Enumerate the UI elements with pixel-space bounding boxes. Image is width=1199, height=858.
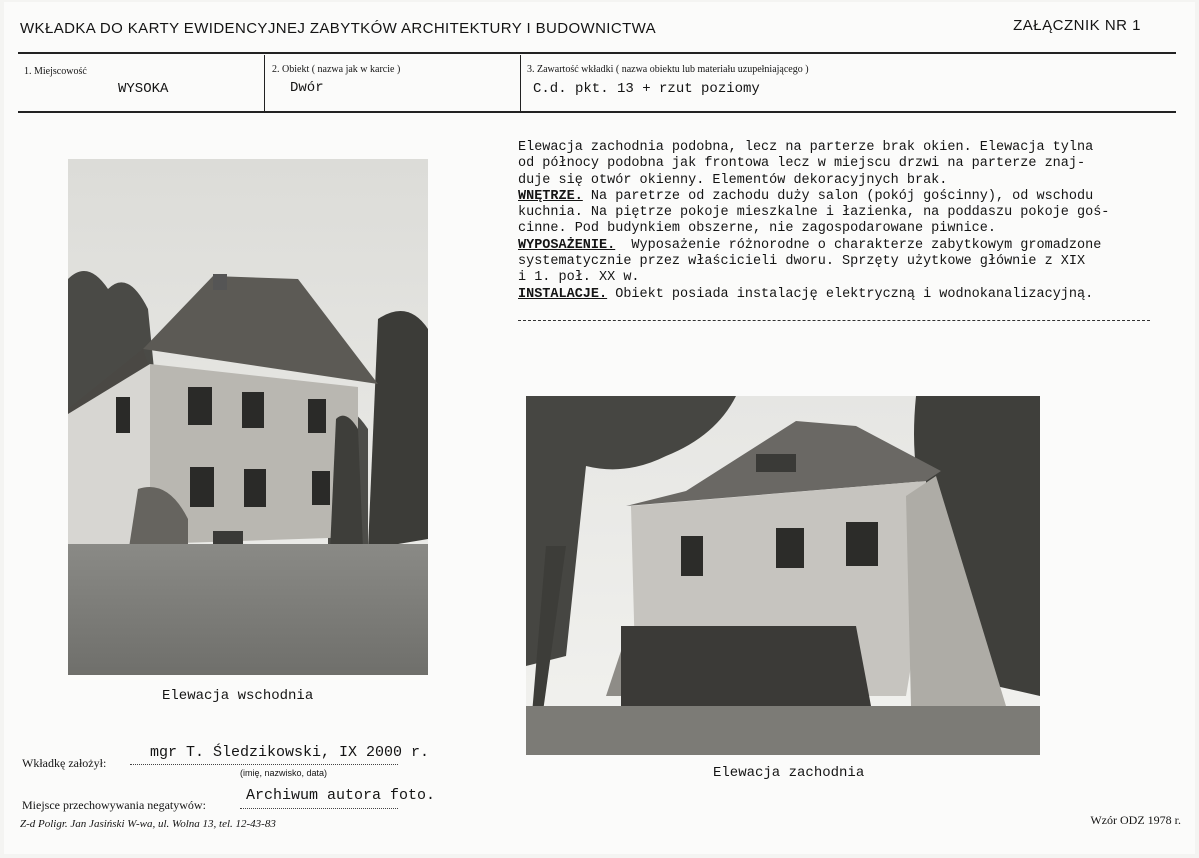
storage-dotted-line	[240, 808, 398, 809]
text-line: od północy podobna jak frontowa lecz w miejscu drzwi na parterze znaj-	[518, 156, 1086, 172]
section-heading-interior: WNĘTRZE.	[518, 188, 583, 204]
author-value: mgr T. Śledzikowski, IX 2000 r.	[150, 744, 430, 761]
annex-number: ZAŁĄCZNIK NR 1	[1013, 17, 1141, 34]
text-line: kuchnia. Na piętrze pokoje mieszkalne i łazienka, na poddaszu pokoje goś-	[518, 205, 1110, 221]
caption-west-elevation: Elewacja zachodnia	[713, 765, 865, 781]
content-value: C.d. pkt. 13 + rzut poziomy	[533, 81, 760, 97]
text-line: cinne. Pod budynkiem obszerne, nie zagospodarowane piwnice.	[518, 221, 996, 237]
text-line: WNĘTRZE. Na paretrze od zachodu duży salon (pokój gościnny), od wschodu	[518, 188, 1094, 204]
object-value: Dwór	[290, 80, 324, 96]
author-dotted-line	[130, 764, 398, 765]
text-line: systematycznie przez właścicieli dworu. Sprzęty użytkowe głównie z XIX	[518, 254, 1086, 270]
text-line: duje się otwór okienny. Elementów dekoracyjnych brak.	[518, 172, 948, 188]
locality-value: WYSOKA	[118, 81, 169, 97]
section-heading-installations: INSTALACJE.	[518, 286, 608, 302]
photo-east-elevation	[68, 159, 428, 675]
printer-imprint: Z-d Poligr. Jan Jasiński W-wa, ul. Wolna 13, tel. 12-43-83	[20, 818, 276, 830]
storage-label: Miejsce przechowywania negatywów:	[22, 798, 206, 812]
content-label: 3. Zawartość wkładki ( nazwa obiektu lub materiału uzupełniającego )	[527, 64, 809, 75]
section-heading-equipment: WYPOSAŻENIE.	[518, 237, 616, 253]
field-divider	[520, 55, 521, 111]
text-end-dashes	[518, 320, 1150, 321]
text-line: Elewacja zachodnia podobna, lecz na parterze brak okien. Elewacja tylna	[518, 140, 1094, 155]
card-title: WKŁADKA DO KARTY EWIDENCYJNEJ ZABYTKÓW ARCHITEKTURY I BUDOWNICTWA	[20, 20, 657, 37]
photo-west-elevation	[526, 396, 1040, 755]
description-text	[518, 140, 1158, 303]
text-line: INSTALACJE. Obiekt posiada instalację elektryczną i wodnokanalizacyjną.	[518, 286, 1094, 302]
header-rule-bottom	[18, 111, 1176, 113]
caption-east-elevation: Elewacja wschodnia	[162, 688, 314, 704]
author-hint: (imię, nazwisko, data)	[240, 768, 328, 778]
storage-value: Archiwum autora foto.	[246, 787, 436, 804]
text-line: WYPOSAŻENIE. Wyposażenie różnorodne o charakterze zabytkowym gromadzone	[518, 237, 1102, 253]
field-divider	[264, 55, 265, 111]
locality-label: 1. Miejscowość	[24, 66, 87, 77]
header-rule-top	[18, 52, 1176, 54]
text-line: i 1. poł. XX w.	[518, 270, 640, 286]
author-label: Wkładkę założył:	[22, 756, 107, 770]
object-label: 2. Obiekt ( nazwa jak w karcie )	[272, 64, 401, 75]
form-model: Wzór ODZ 1978 r.	[1090, 813, 1181, 827]
